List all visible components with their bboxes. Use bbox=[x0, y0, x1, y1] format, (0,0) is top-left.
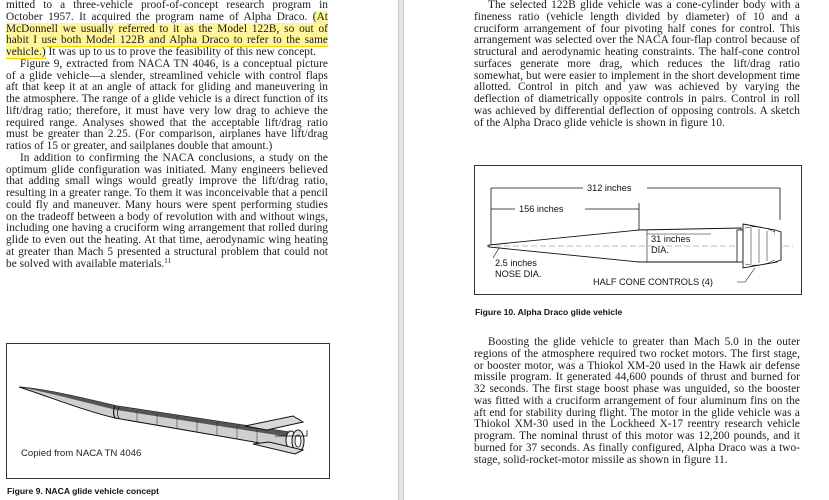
dimension-312-label: 312 inches bbox=[587, 183, 632, 193]
left-paragraph-1-start: mitted to a three-vehicle proof-of-concept research program in October 1957. It acquired the program name of Alpha Draco. bbox=[6, 0, 328, 23]
left-paragraph-3-text: In addition to confirming the NACA conclusions, a study on the optimum glide configuration was initiated. Many engineers believed that adding small wings would greatly improve the lift/drag ratio, resulting in a greater range. To them it was inconceivable that a pencil could fly and maneuver. Many hours were spent performing studies on the tradeoff between a body of revolution with and without wings, including one having a cruciform wing arrangement that rolled during glide to even out the heating. At that time, aerodynamic wing heating at greater than Mach 5 presented a structural problem that could not be solved with available materials. bbox=[6, 151, 328, 270]
left-paragraph-2: Figure 9, extracted from NACA TN 4046, is a conceptual picture of a glide vehicle—a slender, streamlined vehicle with control flaps aft that keep it at an angle of attack for gliding and maneuvering in the atmosphere. The range of a glide vehicle is a direct function of its lift/drag ratio; therefore, it must have very low drag to achieve the required range. Analyses showed that the acceptable lift/drag ratio must be greater than 2.25. (For comparison, airplanes have lift/drag ratios of 15 or greater, and sailplanes double that amount.) bbox=[6, 57, 328, 152]
nose-diameter-value: 2.5 inches bbox=[495, 258, 537, 268]
left-page bbox=[0, 0, 398, 500]
highlighted-text: (At McDonnell we usually referred to it as the Model 122B, so out of habit I use both Model 122B and Alpha Draco to refer to the same vehicle.) bbox=[6, 10, 328, 58]
figure-9-caption: Figure 9. NACA glide vehicle concept bbox=[7, 486, 160, 496]
left-body-text bbox=[6, 0, 328, 270]
footnote-marker[interactable]: 11 bbox=[164, 256, 172, 265]
nose-diameter-unit: NOSE DIA. bbox=[495, 269, 542, 279]
figure-9-box bbox=[6, 343, 330, 479]
dimension-156-label: 156 inches bbox=[519, 204, 564, 214]
right-paragraph-2: Boosting the glide vehicle to greater than Mach 5.0 in the outer regions of the atmosphere required two rocket motors. The first stage, or booster motor, was a Thiokol XM-20 used in the Hawk air defense missile program. It generated 44,600 pounds of thrust and burned for 32 seconds. The first stage boost phase was unguided, so the booster was fitted with a cruciform arrangement of four aluminum fins on the aft end for stability during flight. The motor in the glide vehicle was a Thiokol XM-30 used in the Lockheed X-17 reentry research vehicle program. The nominal thrust of this motor was 12,200 pounds, and it burned for 37 seconds. As finally configured, Alpha Draco was a two-stage, solid-rocket-motor missile as shown in figure 11. bbox=[474, 336, 800, 466]
figure-10-diagram bbox=[475, 166, 801, 294]
right-body-text-top bbox=[474, 0, 800, 129]
dimension-31-value: 31 inches bbox=[651, 234, 691, 244]
right-body-text-bottom bbox=[474, 337, 800, 466]
right-paragraph-1: The selected 122B glide vehicle was a cone-cylinder body with a fineness ratio (vehicle length divided by diameter) of 10 and a cruciform arrangement of four pivoting half cones for control. This arrangement was selected over the NACA four-flap control because of structural and aerodynamic heating constraints. The half-cone control surfaces generate more drag, which reduces the lift/drag ratio somewhat, but were easier to implement in the short development time allotted. Control in pitch and yaw was achieved by varying the deflection of diametrically opposite controls in pairs. Control in roll was achieved by differential deflection of opposing controls. A sketch of the Alpha Draco glide vehicle is shown in figure 10. bbox=[474, 0, 800, 129]
figure-10-caption: Figure 10. Alpha Draco glide vehicle bbox=[475, 307, 623, 317]
left-paragraph-1 bbox=[6, 0, 328, 59]
dimension-31-unit: DIA. bbox=[651, 245, 669, 255]
half-cone-controls-label: HALF CONE CONTROLS (4) bbox=[593, 277, 713, 287]
figure-9-credit: Copied from NACA TN 4046 bbox=[21, 448, 142, 459]
left-paragraph-1-end: It was up to us to prove the feasibility of this new concept. bbox=[45, 46, 317, 58]
figure-10-box bbox=[474, 165, 802, 295]
left-paragraph-3 bbox=[6, 153, 328, 271]
